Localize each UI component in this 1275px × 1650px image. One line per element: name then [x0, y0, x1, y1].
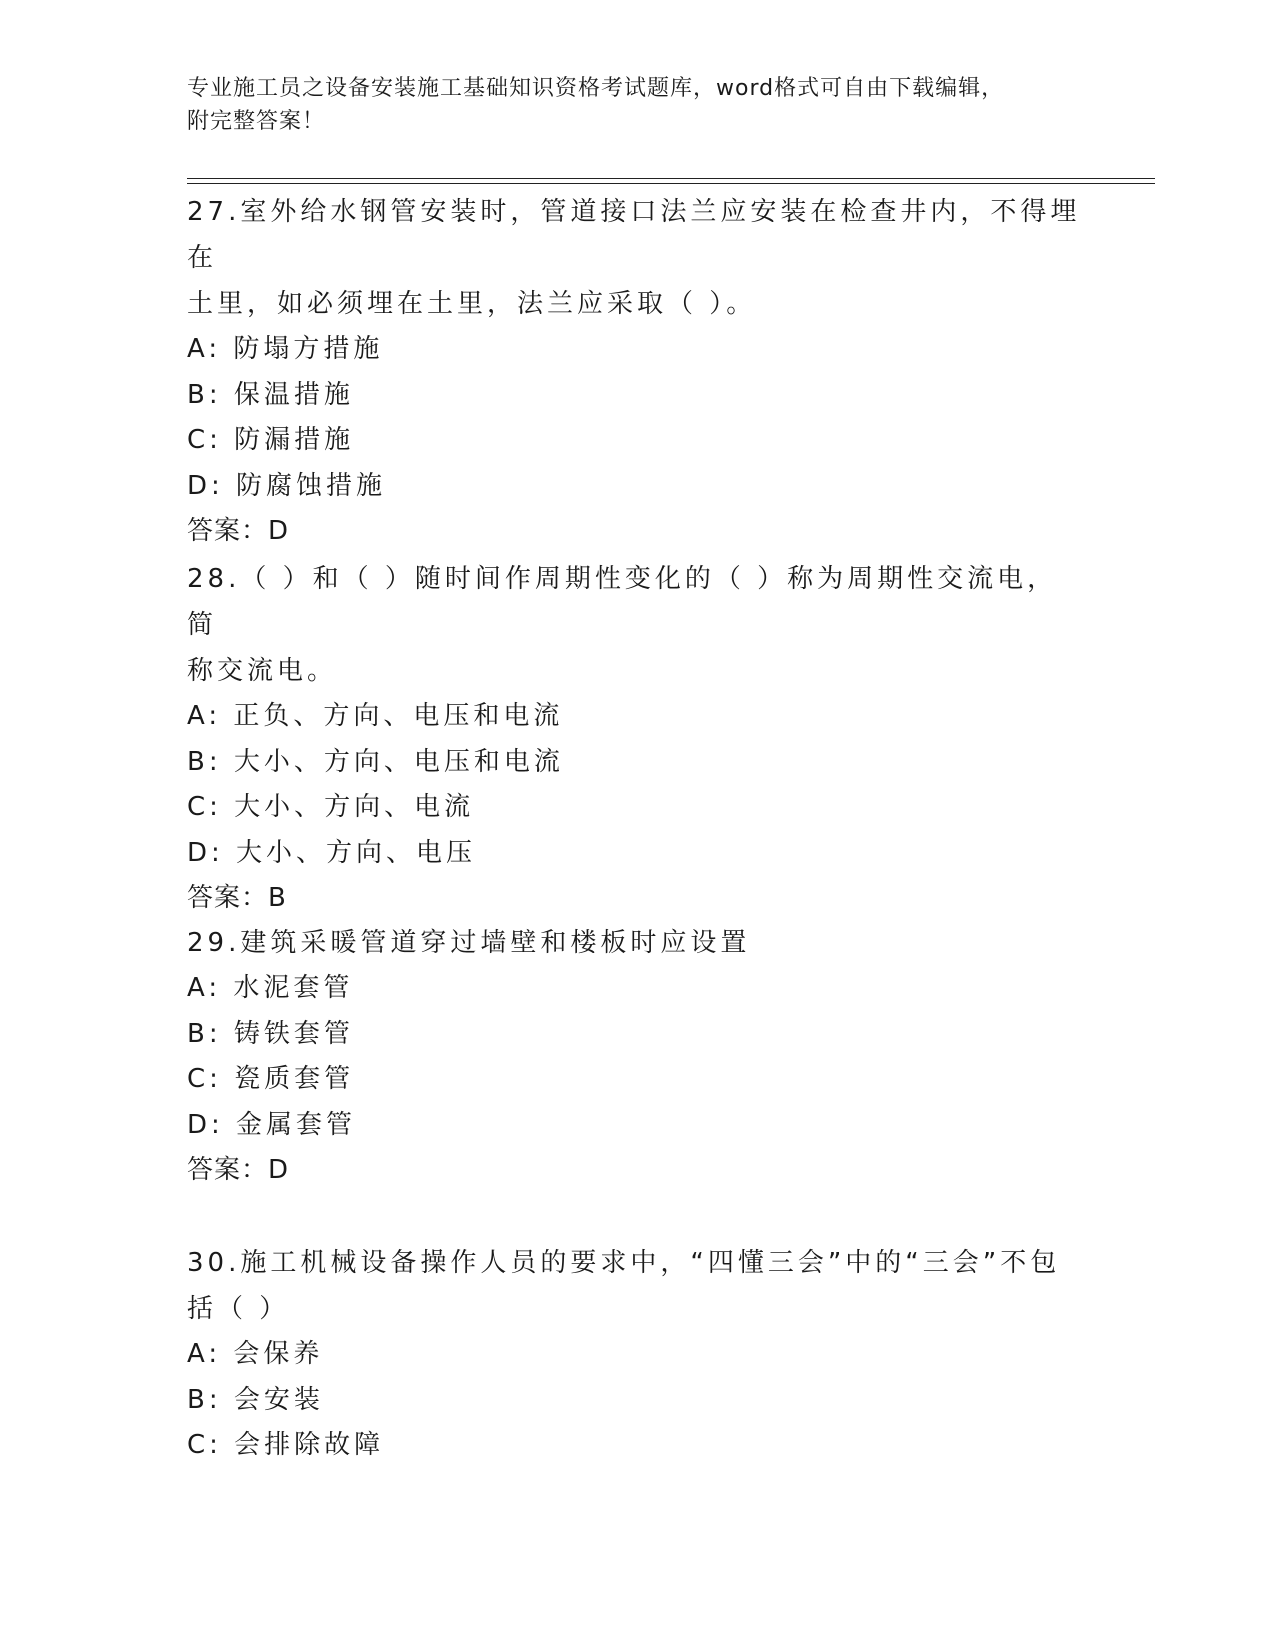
header-line-2: 附完整答案！ — [187, 109, 326, 134]
question-stem-line: 30.施工机械设备操作人员的要求中，“四懂三会”中的“三会”不包 — [187, 1248, 1061, 1278]
header-line-1: 专业施工员之设备安装施工基础知识资格考试题库，word格式可自由下载编辑， — [187, 76, 1005, 101]
option-b: B: 大小、方向、电压和电流 — [187, 746, 564, 777]
question-stem-line: 28.（ ）和（ ）随时间作周期性变化的（ ）称为周期性交流电，简 — [187, 564, 1058, 640]
option-b: B: 会安装 — [187, 1384, 324, 1415]
question-27 — [187, 189, 1087, 555]
option-c: C: 防漏措施 — [187, 425, 355, 455]
answer: 答案：B — [187, 883, 287, 913]
question-29 — [187, 920, 1087, 1194]
question-stem-line: 括（ ） — [187, 1294, 290, 1324]
question-stem-line: 27.室外给水钢管安装时，管道接口法兰应安装在检查井内，不得埋在 — [187, 197, 1081, 273]
option-d: D: 大小、方向、电压 — [187, 837, 477, 868]
question-stem-line: 称交流电。 — [187, 656, 338, 686]
option-c: C: 大小、方向、电流 — [187, 792, 475, 822]
answer: 答案：D — [187, 516, 290, 546]
option-c: C: 瓷质套管 — [187, 1064, 355, 1094]
option-a: A: 正负、方向、电压和电流 — [187, 701, 564, 731]
question-28 — [187, 556, 1087, 922]
option-d: D: 金属套管 — [187, 1109, 357, 1140]
option-d: D: 防腐蚀措施 — [187, 470, 387, 501]
question-stem-line: 土里，如必须埋在土里，法兰应采取（ ）。 — [187, 289, 757, 319]
option-c: C: 会排除故障 — [187, 1430, 385, 1460]
header-divider-top — [187, 178, 1155, 179]
answer: 答案：D — [187, 1155, 290, 1185]
option-a: A: 会保养 — [187, 1339, 324, 1369]
question-30 — [187, 1240, 1087, 1469]
option-b: B: 保温措施 — [187, 379, 354, 410]
option-a: A: 水泥套管 — [187, 973, 354, 1003]
header-divider-bottom — [187, 183, 1155, 184]
document-header — [187, 72, 1067, 138]
question-stem-line: 29.建筑采暖管道穿过墙壁和楼板时应设置 — [187, 928, 751, 958]
option-a: A: 防塌方措施 — [187, 334, 384, 364]
option-b: B: 铸铁套管 — [187, 1018, 354, 1049]
